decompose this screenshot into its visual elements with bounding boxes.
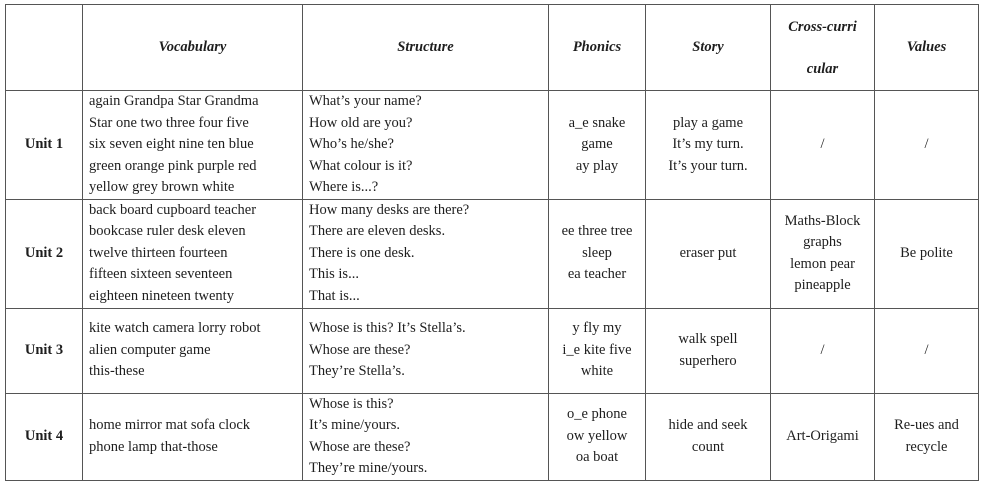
- vocabulary-line: this-these: [89, 363, 145, 380]
- vocabulary-line: Star one two three four five: [89, 114, 249, 131]
- cross-curricular-cell: [771, 91, 875, 200]
- story-cell: [646, 199, 771, 308]
- phonics-cell: [549, 91, 646, 200]
- cross-curricular-cell: [771, 199, 875, 308]
- unit-label: Unit 3: [6, 308, 83, 393]
- structure-line: Whose are these?: [309, 341, 411, 358]
- structure-line: How old are you?: [309, 114, 413, 131]
- structure-line: There is one desk.: [309, 244, 415, 261]
- phonics-line: ea teacher: [567, 266, 627, 283]
- structure-line: Whose is this? It’s Stella’s.: [309, 320, 466, 337]
- vocabulary-cell: [83, 199, 303, 308]
- phonics-line: oa boat: [575, 449, 619, 466]
- story-cell: [646, 91, 771, 200]
- vocabulary-line: six seven eight nine ten blue: [89, 136, 254, 152]
- structure-cell: [303, 91, 549, 200]
- phonics-line: y fly my: [572, 320, 622, 337]
- cross-line: Maths-Block: [784, 212, 861, 229]
- story-line: walk spell: [678, 331, 738, 347]
- vocabulary-line: home mirror mat sofa clock: [89, 417, 251, 433]
- table-row: [6, 199, 979, 308]
- structure-cell: [303, 199, 549, 308]
- header-phonics: Phonics: [549, 5, 646, 91]
- header-blank-cell: [6, 5, 83, 91]
- vocabulary-line: again Grandpa Star Grandma: [89, 93, 259, 109]
- values-line: Re-ues and: [894, 417, 959, 433]
- vocabulary-line: yellow grey brown white: [89, 179, 235, 195]
- story-line: It’s my turn.: [672, 136, 744, 152]
- structure-line: This is...: [309, 266, 359, 283]
- vocabulary-line: green orange pink purple red: [89, 157, 257, 174]
- phonics-line: white: [580, 363, 614, 380]
- structure-line: What’s your name?: [309, 93, 422, 109]
- unit-label: Unit 4: [6, 393, 83, 480]
- cross-line: Art-Origami: [786, 427, 859, 444]
- cross-line: /: [820, 341, 825, 358]
- header-cross-line-2: cular: [806, 60, 839, 77]
- story-line: superhero: [679, 352, 737, 369]
- structure-cell: [303, 308, 549, 393]
- curriculum-table: [5, 4, 979, 481]
- values-line: /: [924, 341, 929, 358]
- unit-label: Unit 1: [6, 91, 83, 200]
- story-cell: [646, 393, 771, 480]
- structure-line: That is...: [309, 287, 360, 304]
- phonics-line: game: [581, 136, 613, 152]
- vocabulary-line: kite watch camera lorry robot: [89, 320, 261, 337]
- values-cell: [875, 91, 979, 200]
- vocabulary-line: bookcase ruler desk eleven: [89, 223, 246, 240]
- phonics-line: ay play: [575, 157, 619, 174]
- cross-line: graphs: [803, 234, 842, 250]
- vocabulary-line: fifteen sixteen seventeen: [89, 266, 233, 283]
- values-line: /: [924, 136, 929, 152]
- phonics-cell: [549, 308, 646, 393]
- header-row: [6, 5, 979, 91]
- header-story: Story: [646, 5, 771, 91]
- phonics-line: o_e phone: [567, 406, 627, 423]
- vocabulary-line: twelve thirteen fourteen: [89, 244, 228, 261]
- structure-line: There are eleven desks.: [309, 223, 446, 240]
- structure-line: Who’s he/she?: [309, 136, 394, 152]
- table-row: [6, 393, 979, 480]
- cross-line: lemon pear: [790, 255, 855, 272]
- structure-line: Whose is this?: [309, 395, 394, 412]
- structure-line: It’s mine/yours.: [309, 417, 401, 433]
- values-line: recycle: [905, 438, 948, 455]
- header-structure: Structure: [303, 5, 549, 91]
- structure-line: Where is...?: [309, 179, 379, 195]
- story-line: hide and seek: [668, 417, 748, 433]
- cross-line: pineapple: [794, 277, 851, 293]
- structure-line: What colour is it?: [309, 157, 413, 174]
- phonics-cell: [549, 199, 646, 308]
- structure-line: How many desks are there?: [309, 201, 470, 218]
- vocabulary-line: phone lamp that-those: [89, 438, 218, 455]
- structure-line: They’re mine/yours.: [309, 460, 428, 476]
- cross-line: /: [820, 136, 825, 152]
- header-cross-line-1: Cross-curri: [788, 18, 857, 35]
- table-row: [6, 308, 979, 393]
- vocabulary-cell: [83, 393, 303, 480]
- vocabulary-cell: [83, 91, 303, 200]
- vocabulary-line: back board cupboard teacher: [89, 201, 257, 218]
- story-line: play a game: [672, 114, 744, 131]
- phonics-line: ow yellow: [566, 427, 628, 444]
- structure-cell: [303, 393, 549, 480]
- story-line: It’s your turn.: [668, 157, 748, 174]
- values-cell: [875, 308, 979, 393]
- story-line: eraser put: [679, 244, 737, 261]
- structure-line: They’re Stella’s.: [309, 363, 405, 380]
- story-line: count: [691, 438, 725, 455]
- header-vocabulary: Vocabulary: [83, 5, 303, 91]
- story-cell: [646, 308, 771, 393]
- header-cross-curricular: [771, 5, 875, 91]
- cross-curricular-cell: [771, 308, 875, 393]
- vocabulary-line: eighteen nineteen twenty: [89, 287, 234, 304]
- table-row: [6, 91, 979, 200]
- header-values: Values: [875, 5, 979, 91]
- phonics-line: ee three tree: [561, 223, 633, 240]
- vocabulary-cell: [83, 308, 303, 393]
- values-cell: [875, 393, 979, 480]
- phonics-line: i_e kite five: [562, 341, 632, 358]
- structure-line: Whose are these?: [309, 438, 411, 455]
- values-cell: [875, 199, 979, 308]
- cross-curricular-cell: [771, 393, 875, 480]
- phonics-line: a_e snake: [568, 114, 626, 131]
- vocabulary-line: alien computer game: [89, 341, 211, 358]
- phonics-line: sleep: [582, 244, 612, 261]
- values-line: Be polite: [900, 244, 953, 261]
- phonics-cell: [549, 393, 646, 480]
- unit-label: Unit 2: [6, 199, 83, 308]
